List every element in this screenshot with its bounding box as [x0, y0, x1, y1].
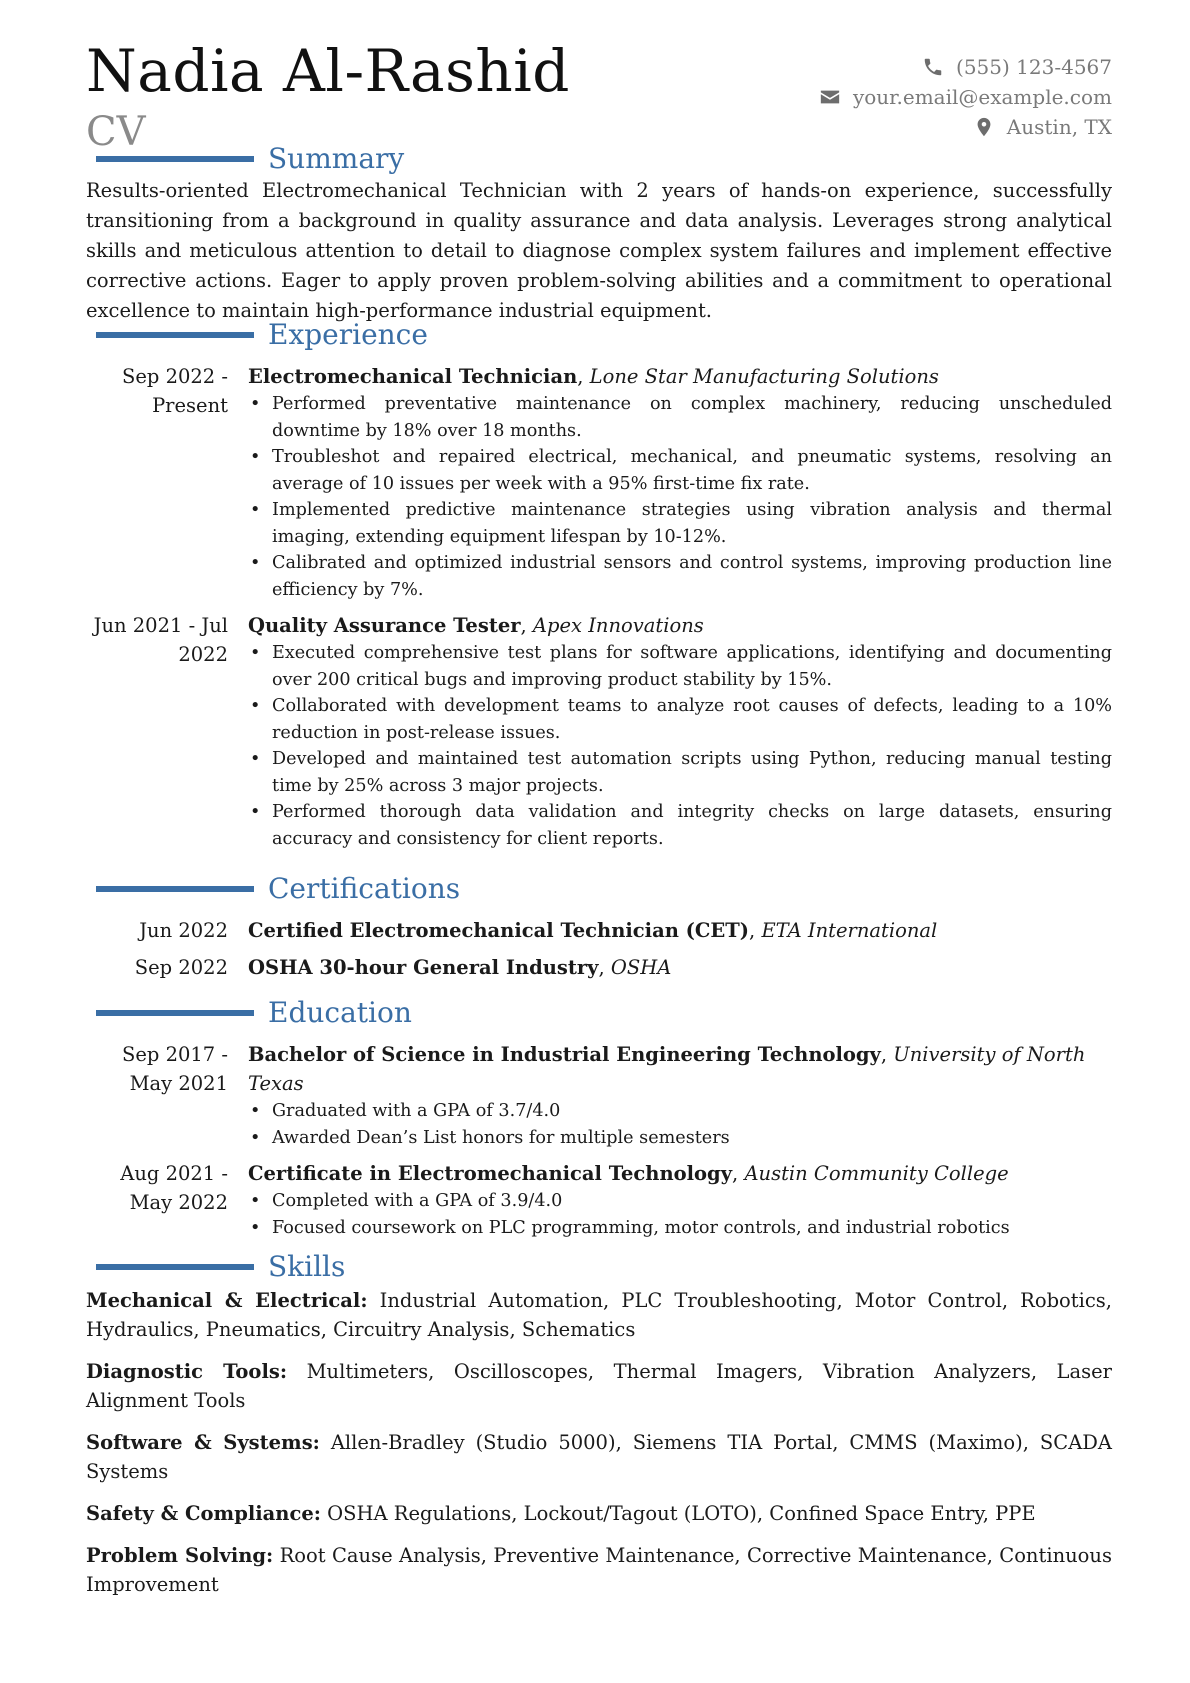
skill-group: [86, 1357, 1112, 1415]
section-title: Summary: [268, 142, 405, 175]
entry-heading: Quality Assurance Tester, Apex Innovations: [248, 614, 704, 637]
section-header: [86, 1250, 1112, 1284]
section-accent-bar: [96, 332, 254, 338]
skills-section: [86, 1250, 1112, 1612]
phone-icon: [922, 56, 944, 78]
list-item: • Collaborated with development teams to analyze root causes of defects, leading to a 10% reduction in post-release issues.: [272, 693, 1112, 746]
experience-entry: [86, 611, 1112, 852]
entry-date: Sep 2017 - May 2021: [122, 1043, 228, 1095]
section-title: Certifications: [268, 872, 461, 905]
list-item: • Performed preventative maintenance on complex machinery, reducing unscheduled downtime by 18% over 18 months.: [272, 391, 1112, 444]
list-item: • Focused coursework on PLC programming, motor controls, and industrial robotics: [272, 1215, 1112, 1242]
skill-group: [86, 1286, 1112, 1344]
list-item: • Executed comprehensive test plans for software applications, identifying and documenting over 200 critical bugs and improving product stability by 15%.: [272, 640, 1112, 693]
section-accent-bar: [96, 1010, 254, 1016]
list-item: • Implemented predictive maintenance strategies using vibration analysis and thermal imaging, extending equipment lifespan by 10-12%.: [272, 497, 1112, 550]
bullet-list: [248, 1188, 1112, 1241]
skill-label: Diagnostic Tools:: [86, 1360, 288, 1383]
entry-heading: Electromechanical Technician, Lone Star Manufacturing Solutions: [248, 365, 939, 388]
list-item: • Awarded Dean’s List honors for multiple semesters: [272, 1125, 1112, 1152]
skill-text: Allen-Bradley (Studio 5000), Siemens TIA Portal, CMMS (Maximo), SCADA Systems: [86, 1431, 1112, 1483]
contact-phone: [819, 52, 1112, 82]
list-item: • Developed and maintained test automation scripts using Python, reducing manual testing time by 25% across 3 major projects.: [272, 746, 1112, 799]
summary-text: Results-oriented Electromechanical Technician with 2 years of hands-on experience, successfully transitioning from a background in quality assurance and data analysis. Leverages strong analytical skills and meticulous attention to detail to diagnose complex system failures and implement effective corrective actions. Eager to apply proven problem-solving abilities and a commitment to operational excellence to maintain high-performance industrial equipment.: [86, 179, 1112, 322]
issuer-name: OSHA: [610, 956, 672, 979]
company-name: Lone Star Manufacturing Solutions: [589, 365, 939, 388]
experience-section: [86, 318, 1112, 852]
school-name: Austin Community College: [744, 1162, 1009, 1185]
skills-list: [86, 1286, 1112, 1599]
education-section: [86, 996, 1112, 1241]
phone-text[interactable]: (555) 123-4567: [956, 55, 1112, 79]
email-text[interactable]: your.email@example.com: [852, 85, 1112, 109]
section-header: [86, 142, 1112, 176]
school-name: University of North Texas: [248, 1043, 1086, 1095]
skill-text: OSHA Regulations, Lockout/Tagout (LOTO), Confined Space Entry, PPE: [327, 1502, 1036, 1525]
degree-name: Certificate in Electromechanical Technology: [248, 1162, 733, 1185]
skill-label: Mechanical & Electrical:: [86, 1289, 368, 1312]
entry-date: Sep 2022: [134, 956, 228, 979]
list-item: • Troubleshot and repaired electrical, mechanical, and pneumatic systems, resolving an average of 10 issues per week with a 95% first-time fix rate.: [272, 444, 1112, 497]
section-header: [86, 318, 1112, 352]
location-text: Austin, TX: [1006, 115, 1112, 139]
skill-label: Problem Solving:: [86, 1544, 274, 1567]
job-title: Quality Assurance Tester: [248, 614, 521, 637]
skill-label: Software & Systems:: [86, 1431, 320, 1454]
skill-label: Safety & Compliance:: [86, 1502, 321, 1525]
entry-date: Jun 2021 - Jul 2022: [93, 614, 228, 666]
list-item: • Performed thorough data validation and integrity checks on large datasets, ensuring accuracy and consistency for client reports.: [272, 799, 1112, 852]
skill-text: Multimeters, Oscilloscopes, Thermal Imagers, Vibration Analyzers, Laser Alignment Tools: [86, 1360, 1112, 1412]
envelope-icon: [819, 86, 841, 108]
experience-entry: [86, 362, 1112, 603]
entry-date: Jun 2022: [139, 919, 228, 942]
bullet-list: [248, 640, 1112, 852]
education-entry: [86, 1040, 1112, 1151]
education-entry: [86, 1159, 1112, 1241]
skill-group: [86, 1428, 1112, 1486]
contact-email: [819, 82, 1112, 112]
entry-date: Sep 2022 - Present: [122, 365, 228, 417]
section-header: [86, 996, 1112, 1030]
bullet-list: [248, 391, 1112, 603]
section-accent-bar: [96, 156, 254, 162]
summary-section: [86, 142, 1112, 326]
certification-entry: Sep 2022 OSHA 30-hour General Industry, OSHA: [86, 953, 1112, 982]
list-item: • Completed with a GPA of 3.9/4.0: [272, 1188, 1112, 1215]
section-title: Skills: [268, 1250, 346, 1283]
section-accent-bar: [96, 886, 254, 892]
certification-name: Certified Electromechanical Technician (CET): [248, 919, 750, 942]
section-header: [86, 872, 1112, 906]
skill-group: [86, 1541, 1112, 1599]
section-title: Education: [268, 996, 412, 1029]
skill-text: Root Cause Analysis, Preventive Maintenance, Corrective Maintenance, Continuous Improvement: [86, 1544, 1112, 1596]
entry-heading: Bachelor of Science in Industrial Engineering Technology, University of North Texas: [248, 1043, 1086, 1095]
section-accent-bar: [96, 1264, 254, 1270]
certification-entry: Jun 2022 Certified Electromechanical Technician (CET), ETA International: [86, 916, 1112, 945]
contact-location: [819, 112, 1112, 142]
map-pin-icon: [973, 116, 995, 138]
degree-name: Bachelor of Science in Industrial Engineering Technology: [248, 1043, 881, 1066]
section-title: Experience: [268, 318, 428, 351]
document-subtitle: CV: [86, 109, 146, 155]
contact-info: [819, 52, 1112, 142]
skill-text: Industrial Automation, PLC Troubleshooting, Motor Control, Robotics, Hydraulics, Pneumatics, Circuitry Analysis, Schematics: [86, 1289, 1112, 1341]
issuer-name: ETA International: [761, 919, 938, 942]
certification-name: OSHA 30-hour General Industry: [248, 956, 599, 979]
skill-group: [86, 1499, 1112, 1528]
candidate-name: Nadia Al-Rashid: [86, 37, 570, 105]
company-name: Apex Innovations: [532, 614, 704, 637]
bullet-list: [248, 1098, 1112, 1151]
list-item: • Calibrated and optimized industrial sensors and control systems, improving production line efficiency by 7%.: [272, 550, 1112, 603]
entry-heading: Certificate in Electromechanical Technology, Austin Community College: [248, 1162, 1009, 1185]
certifications-section: [86, 872, 1112, 982]
entry-date: Aug 2021 - May 2022: [120, 1162, 228, 1214]
job-title: Electromechanical Technician: [248, 365, 578, 388]
list-item: • Graduated with a GPA of 3.7/4.0: [272, 1098, 1112, 1125]
